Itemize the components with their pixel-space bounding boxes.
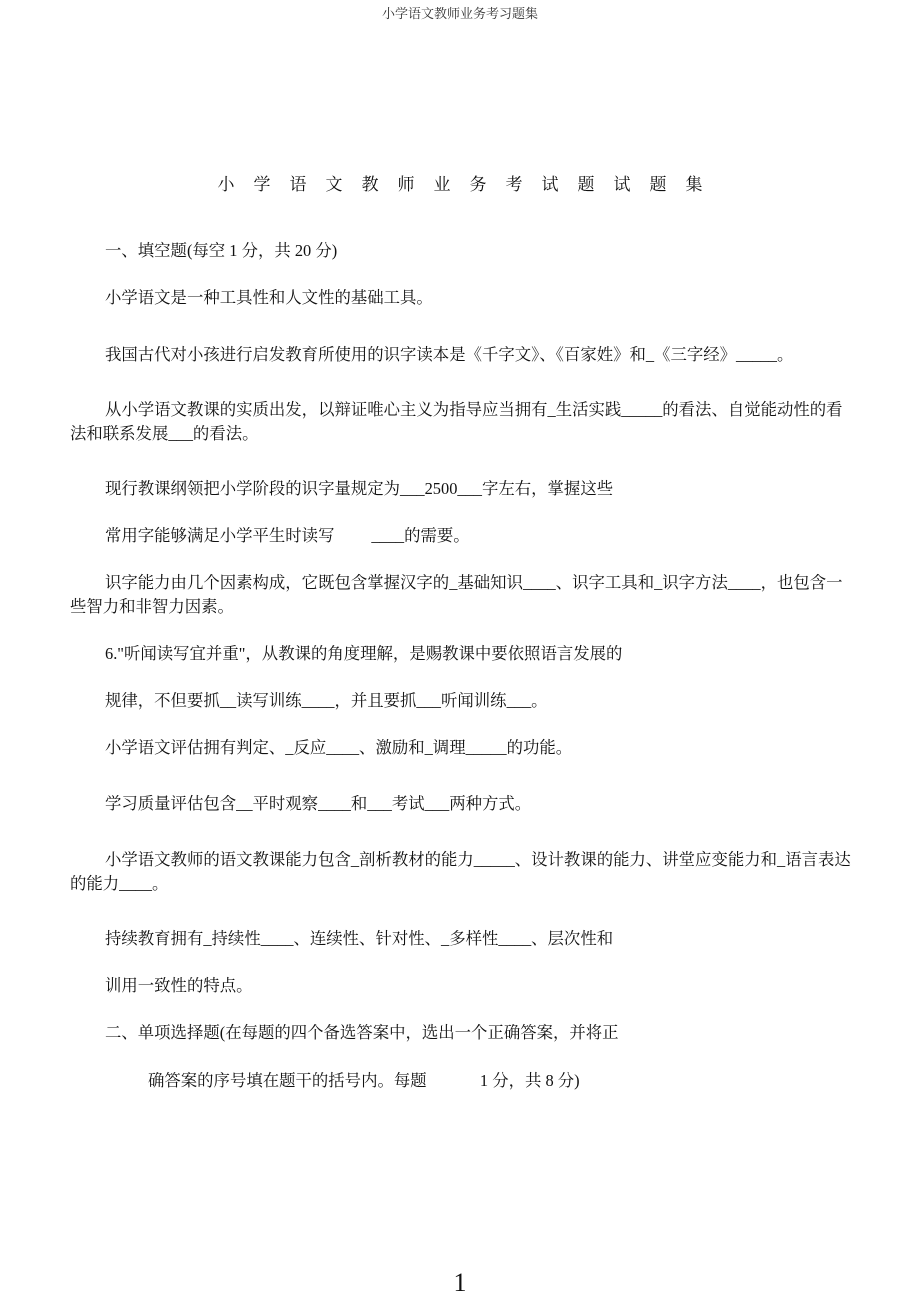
question-paragraph: 小学语文是一种工具性和人文性的基础工具。 [105,288,433,307]
section-heading-multiple-choice: 二、单项选择题(在每题的四个备选答案中，选出一个正确答案，并将正 [105,1023,619,1042]
page-number: 1 [453,1268,467,1297]
question-paragraph: 识字能力由几个因素构成，它既包含掌握汉字的_基础知识____、识字工具和_识字方法____，也包含一些智力和非智力因素。 [70,573,843,616]
question-paragraph: 规律，不但要抓__读写训练____，并且要抓___听闻训练___。 [105,691,548,710]
question-paragraph: 现行教课纲领把小学阶段的识字量规定为___2500___字左右，掌握这些 [105,479,614,498]
question-paragraph: 小学语文评估拥有判定、_反应____、激励和_调理_____的功能。 [105,738,573,757]
question-paragraph: 从小学语文教课的实质出发，以辩证唯心主义为指导应当拥有_生活实践_____的看法、自觉能动性的看法和联系发展___的看法。 [70,400,843,443]
section-heading-continued: 确答案的序号填在题干的括号内。每题 1 分，共 8 分) [148,1071,580,1090]
section-heading-fill-in: 一、填空题(每空 1 分，共 20 分) [105,241,338,260]
question-paragraph: 训用一致性的特点。 [105,976,253,995]
question-paragraph: 6."听闻读写宜并重"，从教课的角度理解，是赐教课中要依照语言发展的 [105,644,623,663]
question-paragraph: 学习质量评估包含__平时观察____和___考试___两种方式。 [105,794,532,813]
page-header: 小学语文教师业务考习题集 [381,6,538,21]
question-paragraph: 常用字能够满足小学平生时读写 ____的需要。 [105,526,470,545]
question-paragraph: 小学语文教师的语文教课能力包含_剖析教材的能力_____、设计教课的能力、讲堂应变能力和_语言表达的能力____。 [70,850,851,893]
question-paragraph: 持续教育拥有_持续性____、连续性、针对性、_多样性____、层次性和 [105,929,614,948]
document-title: 小学语文教师业务考试题试题集 [217,175,722,194]
question-paragraph: 我国古代对小孩进行启发教育所使用的识字读本是《千字文》、《百家姓》和_《三字经》_____。 [105,345,794,364]
